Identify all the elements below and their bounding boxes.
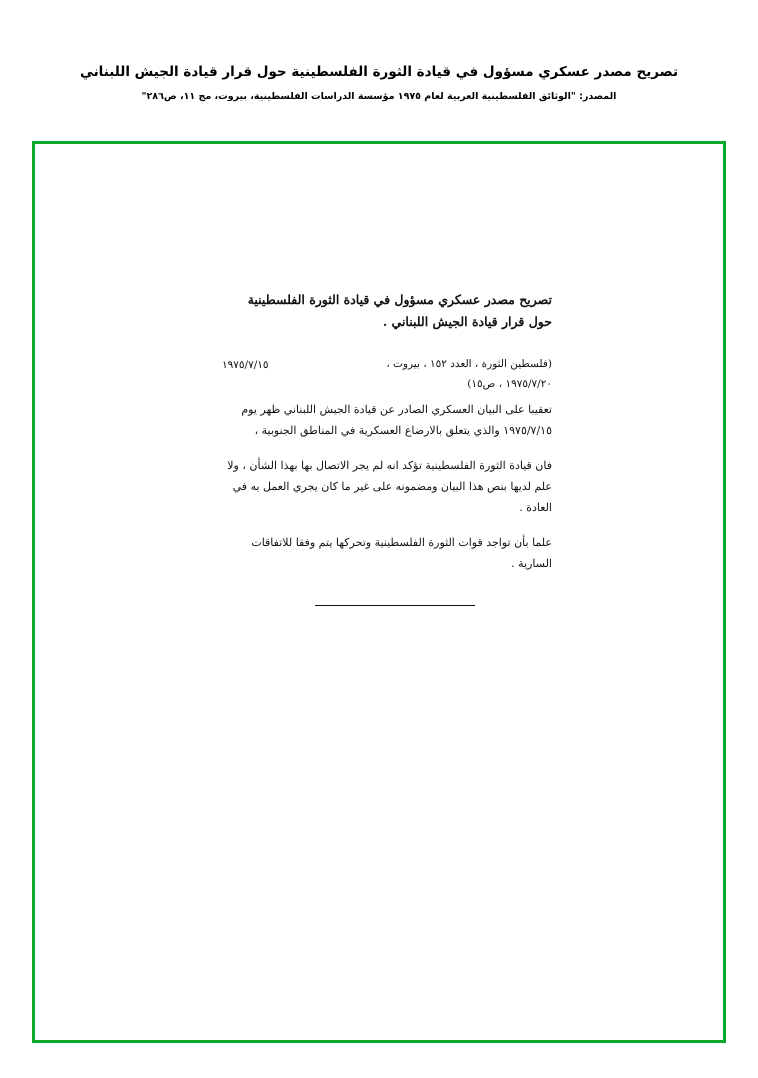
document-text-column bbox=[222, 289, 552, 606]
document-paragraph-2: فان قيادة الثورة الفلسطينية تؤكد انه لم يجر الاتصال بها بهذا الشأن ، ولا علم لديها بنص هذا البيان ومضمونه على غير ما كان يجري العمل به في العادة . bbox=[227, 458, 552, 515]
document-reference: (فلسطين الثورة ، العدد ١٥٢ ، بيروت ، ١٩٧٥/٧/٢٠ ، ص١٥) bbox=[386, 357, 552, 390]
document-paragraph-1: تعقيبا على البيان العسكري الصادر عن قيادة الجيش اللبناني ظهر يوم ١٩٧٥/٧/١٥ والذي يتعلق بالارضاع العسكرية في المناطق الجنوبية ، bbox=[241, 402, 552, 438]
document-heading: تصريح مصدر عسكري مسؤول في قيادة الثورة الفلسطينية حول قرار قيادة الجيش اللبناني . bbox=[247, 292, 552, 329]
document-date: ١٩٧٥/٧/١٥ bbox=[222, 358, 269, 371]
document-meta bbox=[222, 355, 552, 395]
page-title: تصريح مصدر عسكري مسؤول في قيادة الثورة الفلسطينية حول قرار قيادة الجيش اللبناني bbox=[79, 64, 679, 80]
scanned-document-frame bbox=[32, 141, 726, 1043]
horizontal-rule-divider bbox=[315, 605, 475, 606]
scanned-document-body bbox=[35, 144, 723, 1040]
document-paragraph-3: علما بأن تواجد قوات الثورة الفلسطينية وتحركها يتم وفقا للاتفاقات السارية . bbox=[251, 535, 552, 571]
document-header bbox=[0, 0, 758, 102]
source-citation: المصدر: "الوثائق الفلسطينية العربية لعام ١٩٧٥ مؤسسة الدراسات الفلسطينية، بيروت، مج ١١، ص٢٨٦" bbox=[141, 91, 617, 103]
